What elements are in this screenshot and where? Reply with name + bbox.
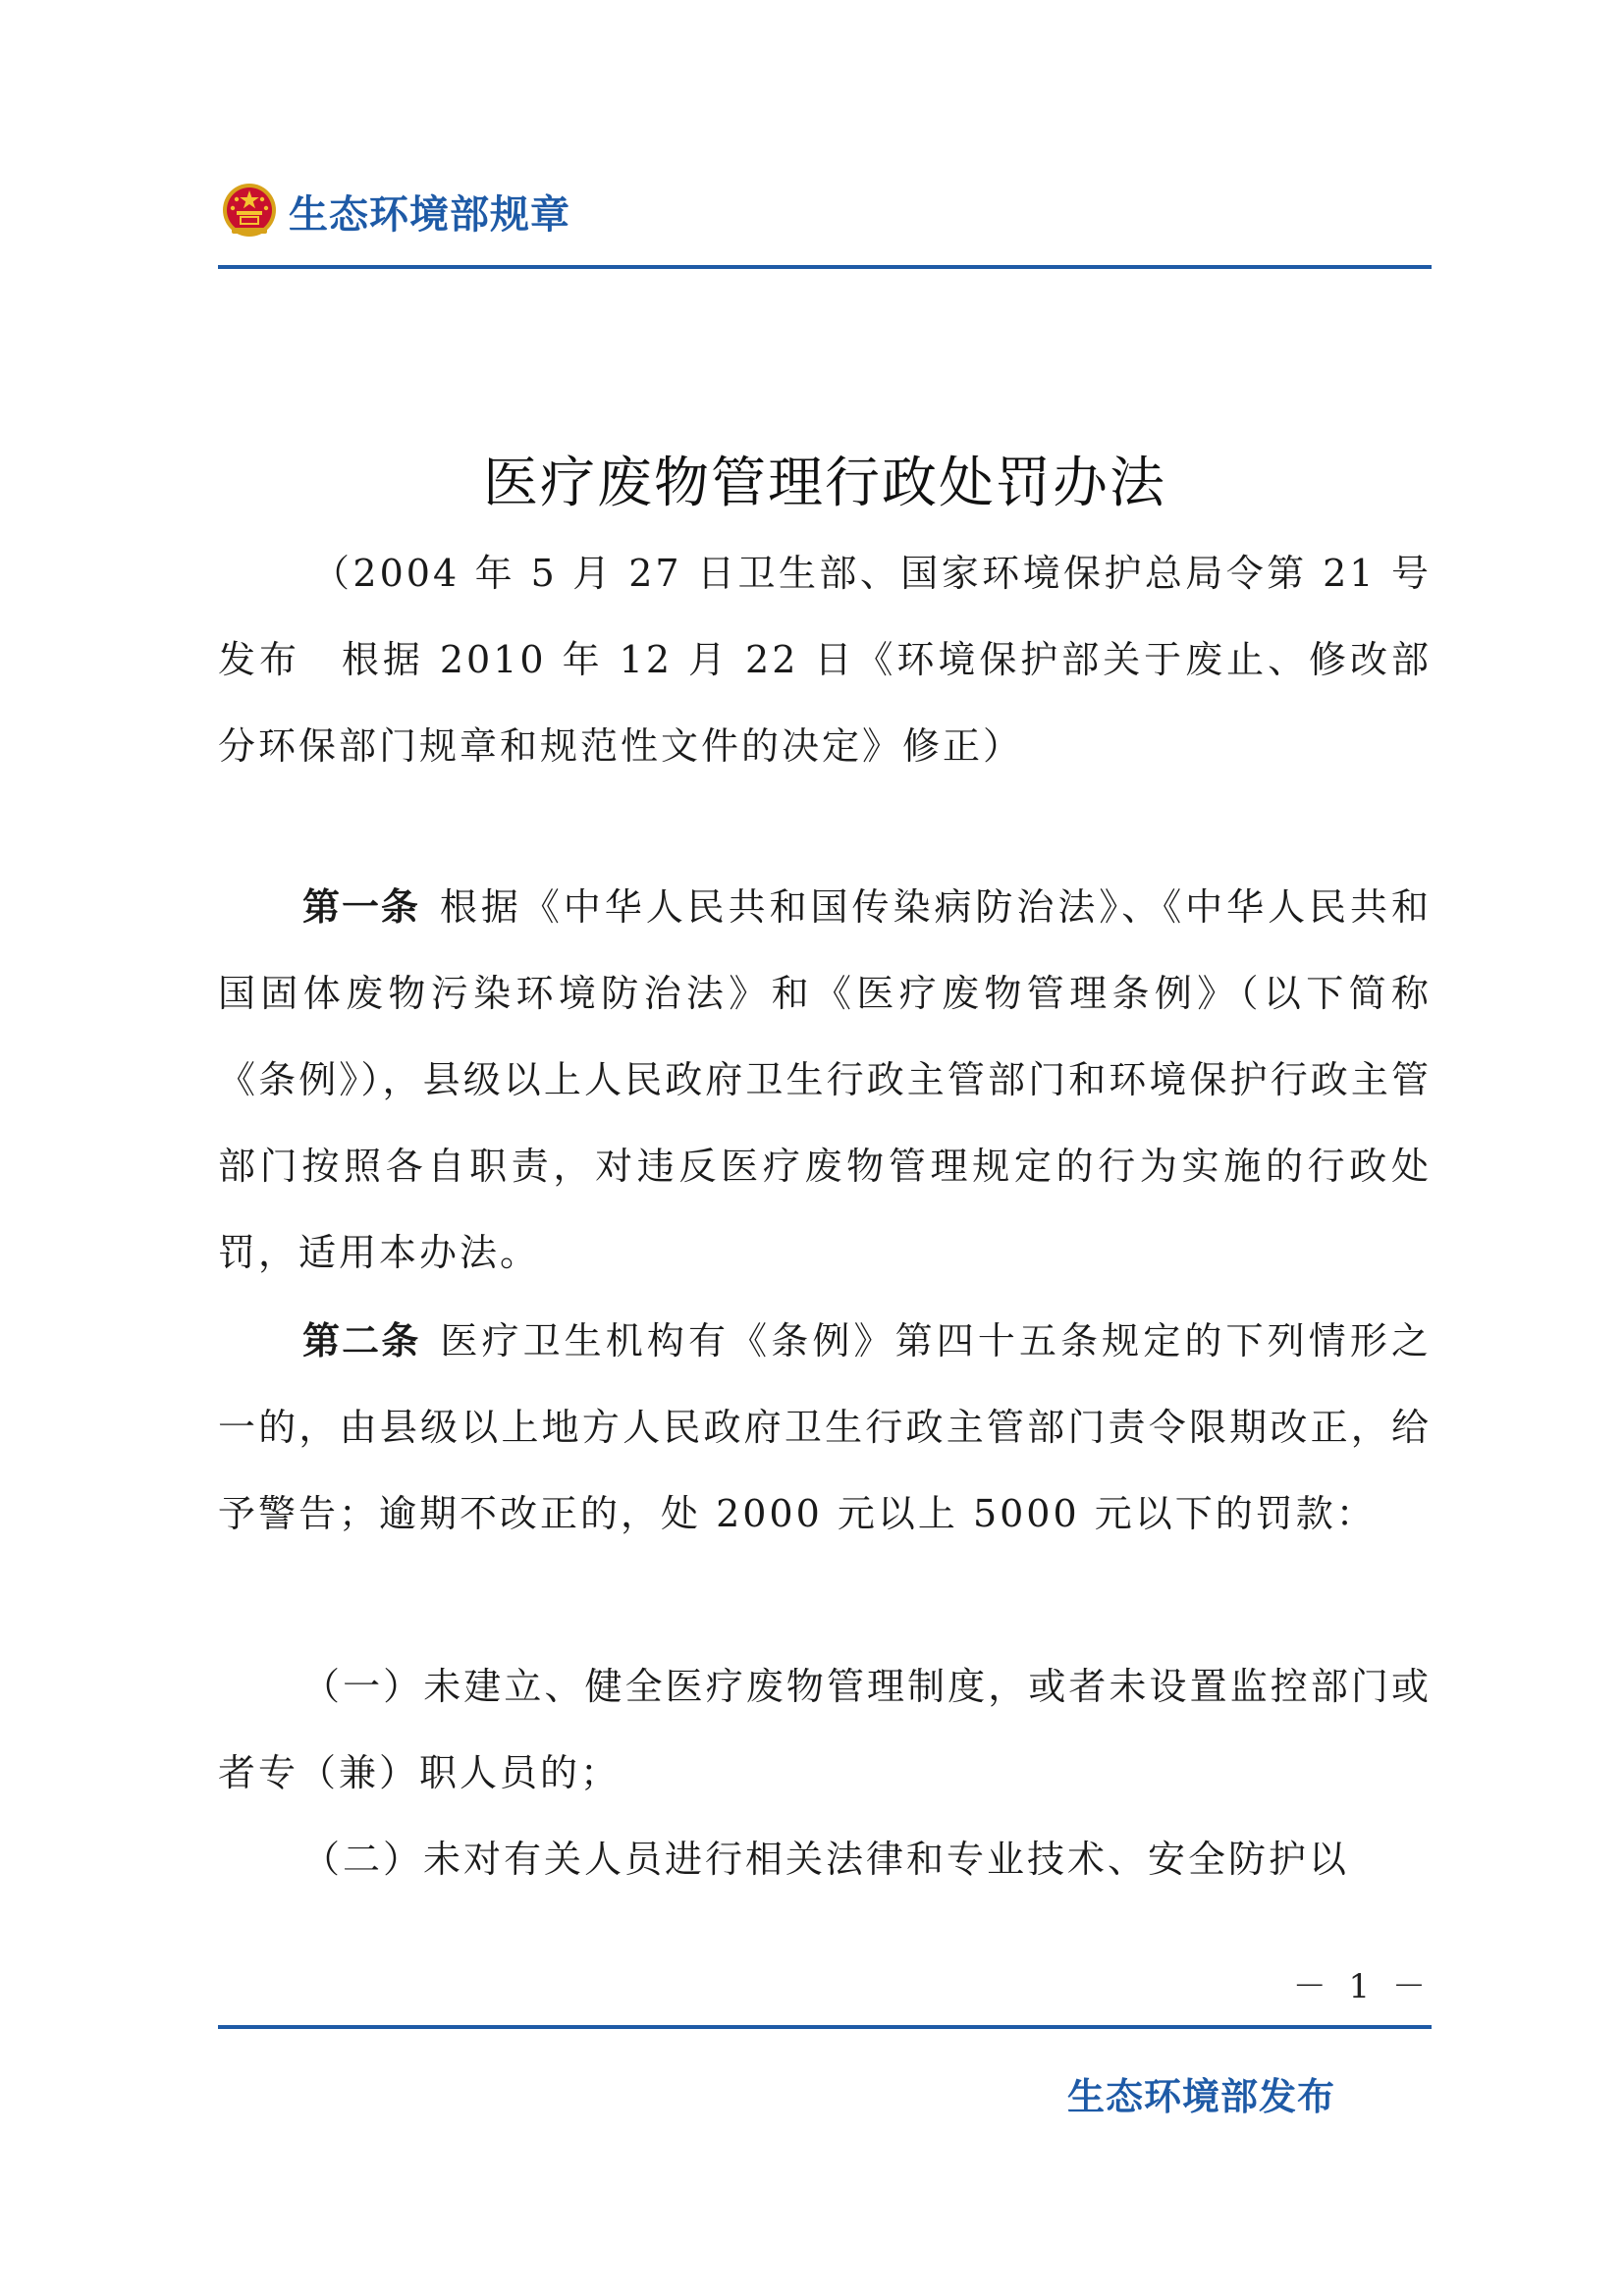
document-subtitle: （2004 年 5 月 27 日卫生部、国家环境保护总局令第 21 号发布 根据 2010 年 12 月 22 日《环境保护部关于废止、修改部分环保部门规章和规范性文件的决定》修正）	[218, 552, 1432, 768]
footer-publisher: 生态环境部发布	[1066, 2075, 1335, 2118]
document-title: 医疗废物管理行政处罚办法	[483, 452, 1166, 515]
article-1-label: 第一条	[302, 885, 420, 929]
national-emblem-icon	[220, 182, 279, 240]
article-2-label: 第二条	[302, 1319, 421, 1362]
footer-divider	[218, 2025, 1432, 2029]
page-number: － 1 －	[1292, 1967, 1432, 2006]
header-divider	[218, 265, 1432, 269]
article-1	[218, 864, 1432, 1296]
article-2-item-1: （一）未建立、健全医疗废物管理制度，或者未设置监控部门或者专（兼）职人员的；	[218, 1665, 1432, 1794]
article-2-item-2: （二）未对有关人员进行相关法律和专业技术、安全防护以	[302, 1838, 1350, 1881]
article-2	[218, 1298, 1432, 1557]
article-2-text: 医疗卫生机构有《条例》第四十五条规定的下列情形之一的，由县级以上地方人民政府卫生行政主管部门责令限期改正，给予警告；逾期不改正的，处 2000 元以上 5000 元以下的罚款：	[218, 1319, 1432, 1535]
article-1-text: 根据《中华人民共和国传染病防治法》、《中华人民共和国固体废物污染环境防治法》和《医疗废物管理条例》（以下简称《条例》），县级以上人民政府卫生行政主管部门和环境保护行政主管部门按照各自职责，对违反医疗废物管理规定的行为实施的行政处罚，适用本办法。	[218, 885, 1432, 1274]
document-header	[220, 177, 570, 245]
header-title: 生态环境部规章	[289, 191, 570, 238]
